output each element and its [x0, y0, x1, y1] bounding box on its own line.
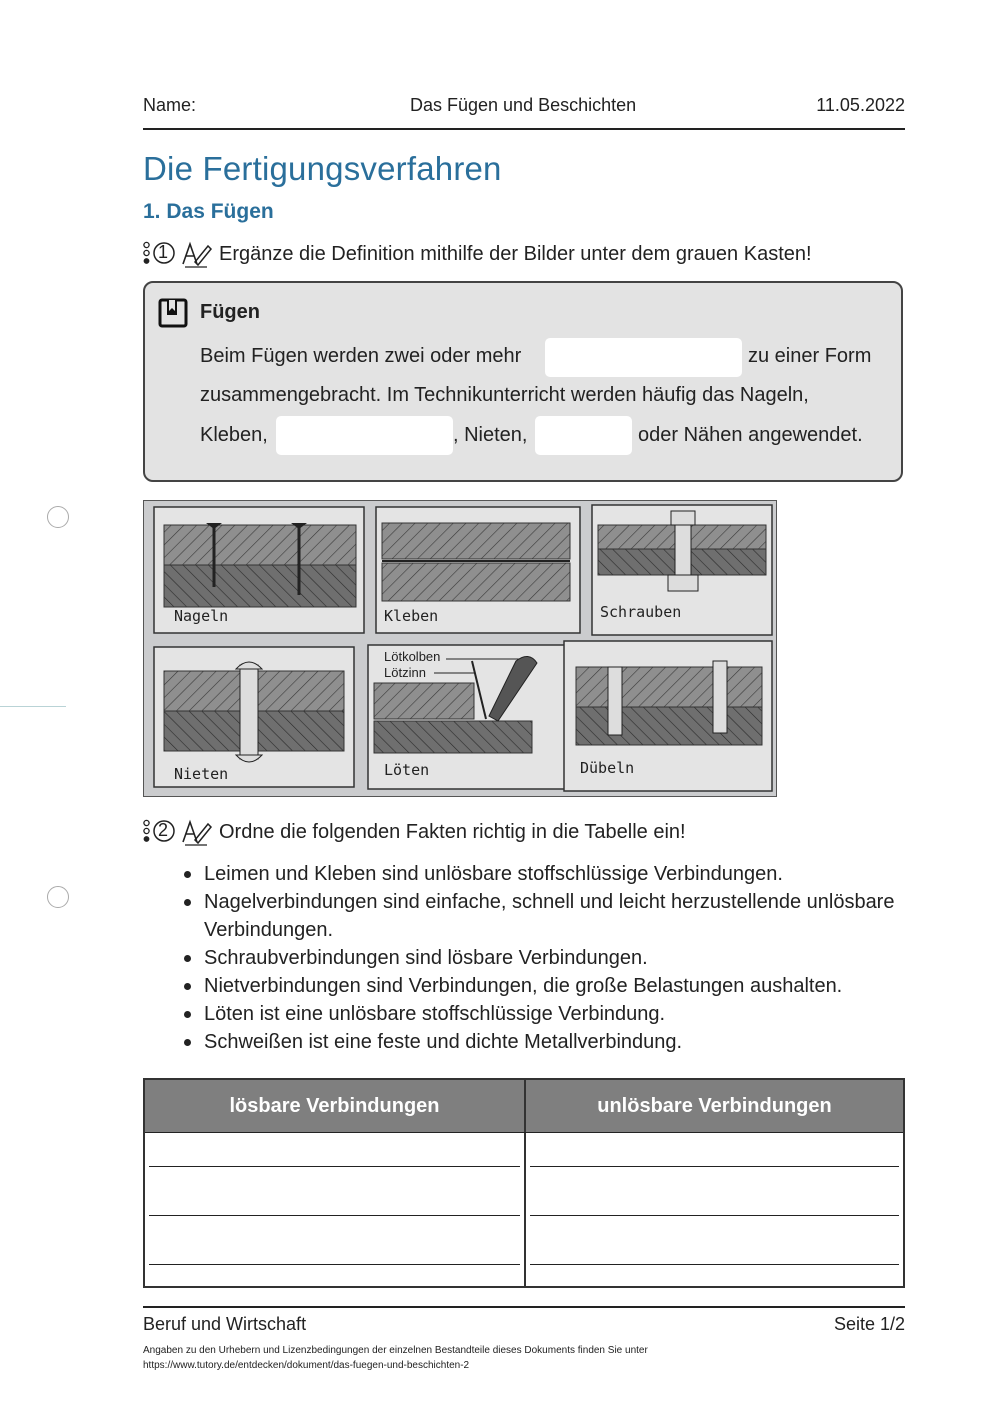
footer-divider — [143, 1306, 905, 1308]
page-title: Die Fertigungsverfahren — [143, 150, 502, 187]
punch-hole-mark-bottom — [47, 886, 69, 908]
label-loeten: Löten — [384, 761, 430, 779]
answer-line[interactable] — [149, 1166, 520, 1167]
definition-line-3-start: Kleben, — [200, 424, 268, 446]
book-icon — [157, 297, 189, 334]
definition-line-2: zusammengebracht. Im Technikunterricht werden häufig das Nageln, — [200, 384, 809, 406]
section-heading: 1. Das Fügen — [143, 200, 274, 223]
list-item: Nietverbindungen sind Verbindungen, die große Belastungen aushalten. — [180, 972, 900, 1000]
license-url[interactable]: https://www.tutory.de/entdecken/dokument/das-fuegen-und-beschichten-2 — [143, 1360, 470, 1371]
list-item: Schweißen ist eine feste und dichte Metallverbindung. — [180, 1028, 900, 1056]
task-number: 2 — [158, 820, 169, 840]
blank-field-1[interactable] — [545, 338, 742, 377]
task-1 — [143, 239, 812, 269]
fold-mark — [0, 706, 66, 707]
footer-page-number: Seite 1/2 — [833, 1314, 905, 1334]
definition-line-3-end: oder Nähen angewendet. — [638, 424, 863, 446]
label-kleben: Kleben — [384, 607, 439, 625]
table-header-loesbar: lösbare Verbindungen — [145, 1080, 524, 1132]
answer-line[interactable] — [149, 1215, 520, 1216]
page-header — [143, 95, 905, 121]
task-2 — [143, 817, 686, 847]
joining-methods-figure — [143, 500, 777, 797]
facts-list — [180, 860, 900, 1056]
answer-line[interactable] — [530, 1166, 899, 1167]
sorting-table — [143, 1078, 905, 1288]
punch-hole-mark-top — [47, 506, 69, 528]
difficulty-icon — [143, 240, 177, 268]
blank-field-2[interactable] — [276, 416, 453, 455]
definition-title: Fügen — [200, 301, 260, 323]
label-nieten: Nieten — [174, 765, 229, 783]
label-schrauben: Schrauben — [600, 603, 682, 621]
definition-line-1-start: Beim Fügen werden zwei oder mehr — [200, 345, 522, 367]
label-duebeln: Dübeln — [580, 759, 635, 777]
table-column-divider — [524, 1080, 526, 1286]
list-item: Schraubverbindungen sind lösbare Verbindungen. — [180, 944, 900, 972]
license-text: Angaben zu den Urhebern und Lizenzbedingungen der einzelnen Bestandteile dieses Dokuments finden Sie unter — [143, 1345, 648, 1356]
writing-icon — [181, 818, 213, 846]
label-loetzinn: Lötzinn — [384, 665, 426, 680]
task-1-instruction: Ergänze die Definition mithilfe der Bilder unter dem grauen Kasten! — [219, 242, 812, 265]
writing-icon — [181, 240, 213, 268]
task-2-instruction: Ordne die folgenden Fakten richtig in die Tabelle ein! — [219, 820, 686, 843]
list-item: Löten ist eine unlösbare stoffschlüssige Verbindung. — [180, 1000, 900, 1028]
answer-line[interactable] — [530, 1264, 899, 1265]
answer-line[interactable] — [530, 1215, 899, 1216]
definition-line-1-end: zu einer Form — [748, 345, 872, 367]
blank-field-3[interactable] — [535, 416, 632, 455]
header-divider — [143, 128, 905, 130]
list-item: Leimen und Kleben sind unlösbare stoffschlüssige Verbindungen. — [180, 860, 900, 888]
definition-line-3-middle: , Nieten, — [453, 424, 528, 446]
table-header-divider — [145, 1132, 903, 1133]
label-loetkolben: Lötkolben — [384, 649, 441, 664]
footer-subject: Beruf und Wirtschaft — [143, 1314, 307, 1334]
definition-box — [143, 281, 903, 482]
table-header-unloesbar: unlösbare Verbindungen — [526, 1080, 903, 1132]
difficulty-icon — [143, 818, 177, 846]
header-title: Das Fügen und Beschichten — [410, 95, 637, 115]
header-date: 11.05.2022 — [816, 95, 905, 115]
list-item: Nagelverbindungen sind einfache, schnell und leicht herzustellende unlösbare Verbindungen. — [180, 888, 900, 944]
label-nageln: Nageln — [174, 607, 229, 625]
task-number: 1 — [158, 242, 169, 262]
license-note — [143, 1343, 648, 1373]
name-label: Name: — [143, 95, 197, 115]
answer-line[interactable] — [149, 1264, 520, 1265]
